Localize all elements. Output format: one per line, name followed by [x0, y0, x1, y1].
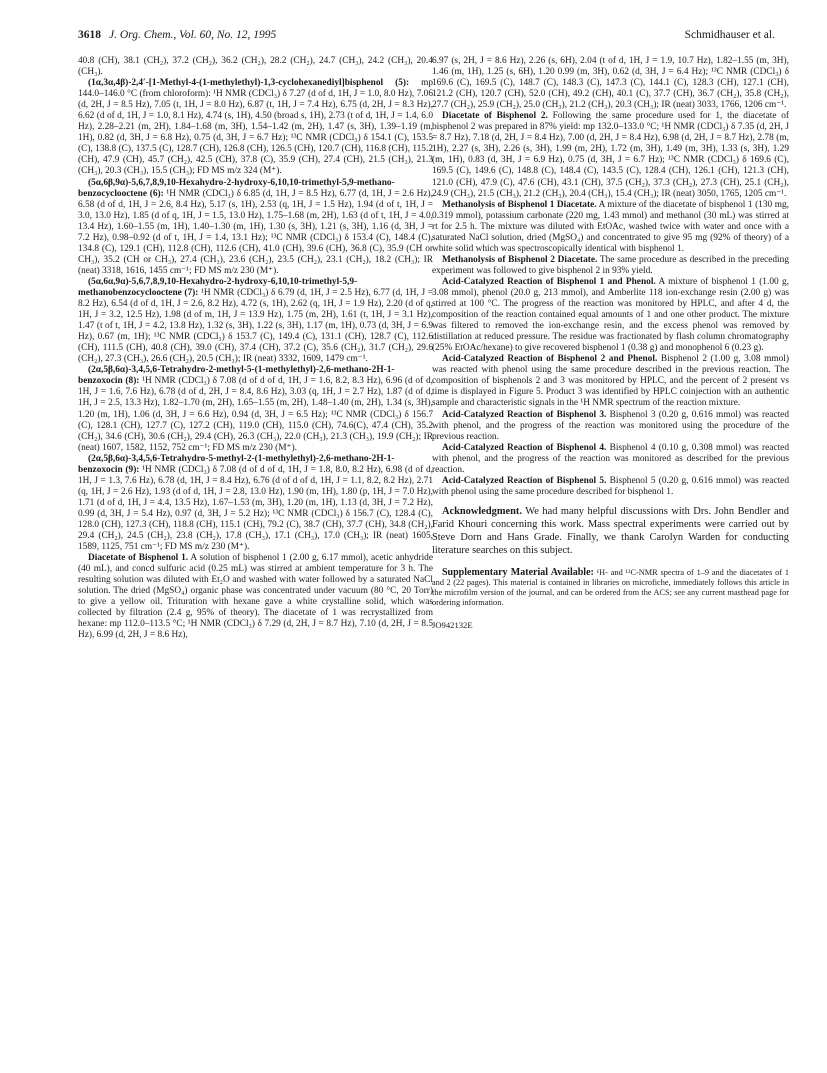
paragraph-title: Acid-Catalyzed Reaction of Bisphenol 1 and Phenol. [442, 276, 656, 287]
paragraph [78, 56, 433, 78]
paragraph [78, 78, 433, 177]
supplementary-material [432, 568, 789, 609]
paragraph [78, 454, 433, 553]
paragraph [432, 111, 789, 199]
supplementary-title: Supplementary Material Available: [442, 566, 594, 578]
paragraph-text: ¹H NMR (CDCl₃) δ 6.85 (d, 1H, J = 8.5 Hz), 6.77 (d, 1H, J = 2.6 Hz), 6.58 (d of d, 1H, J = 2.6, 8.4 Hz), 5.17 (s, 1H), 2.53 (q, 1H, J = 1.5 Hz), 1.94 (d of t, 1H, J = 3.0, 13.0 Hz), 1.85 (d of q, 1H, J = 1.5, 13.0 Hz), 1.75–1.68 (m, 2H), 1.63 (d of t, 1H, J = 4.0, 13.4 Hz), 1.60–1.55 (m, 1H), 1.40–1.30 (m, 1H), 1.30 (s, 3H), 1.21 (s, 3H), 1.16 (d, 3H, J = 7.2 Hz), 0.98–0.92 (d of t, 1H, J = 1.4, 13.1 Hz); ¹³C NMR (CDCl₃) δ 153.4 (C), 148.4 (C), 134.8 (C), 129.1 (CH), 112.8 (CH), 112.6 (CH), 41.0 (CH), 39.6 (CH), 36.8 (C), 35.9 (CH or CH₃), 35.2 (CH or CH₃), 27.4 (CH₃), 23.6 (CH₂), 23.5 (CH₂), 23.1 (CH₂), 18.2 (CH₃); IR (neat) 3318, 1616, 1455 cm⁻¹; FD MS m/z 230 (M⁺). [78, 188, 433, 276]
paragraph-text: ¹H NMR (CDCl₃) δ 7.08 (d of d of d, 1H, J = 1.6, 8.2, 8.3 Hz), 6.96 (d of d, 1H, J = 1.6, 7.6 Hz), 6.78 (d of d, 2H, J = 8.4, 8.6 Hz), 3.03 (q, 1H, J = 2.7 Hz), 1.87 (d of d, 1H, J = 2.5, 13.3 Hz), 1.82–1.70 (m, 2H), 1.65–1.55 (m, 2H), 1.48–1.40 (m, 2H), 1.34 (s, 3H), 1.20 (m, 1H), 1.06 (d, 3H, J = 6.6 Hz), 0.94 (d, 3H, J = 6.5 Hz); ¹³C NMR (CDCl₃) δ 156.7 (C), 128.1 (CH), 127.7 (C), 127.2 (CH), 119.0 (CH), 115.0 (CH), 74.6(C), 47.4 (CH), 35.2 (CH₂), 34.6 (CH), 30.6 (CH₂), 29.4 (CH), 26.3 (CH₃), 22.0 (CH₃), 21.3 (CH₃), 19.9 (CH₂); IR (neat) 1607, 1582, 1152, 752 cm⁻¹; FD MS m/z 230 (M⁺). [78, 376, 433, 453]
paragraph [432, 56, 789, 111]
acknowledgment-title: Acknowledgment. [442, 505, 522, 517]
acknowledgment-text: We had many helpful discussions with Drs. John Bendler and Farid Khouri concerning this work. Mass spectral experiments were carried out by Steve Dorn and Hans Grade. Finally, we thank Carolyn Warden for conducting literature searches on this subject. [432, 505, 789, 556]
paragraph-text: Bisphenol 5 (0.20 g, 0.616 mmol) was reacted with phenol using the same procedure described for bisphenol 1. [432, 475, 790, 497]
paragraph-title: (1α,3α,4β)-2,4′-[1-Methyl-4-(1-methylethyl)-1,3-cyclohexanediyl]bisphenol (5): [88, 78, 410, 89]
paragraph-text: ¹H NMR (CDCl₃) δ 6.79 (d, 1H, J = 2.5 Hz), 6.77 (d, 1H, J = 8.2 Hz), 6.54 (d of d, 1H, J = 2.6, 8.2 Hz), 4.72 (s, 1H), 2.62 (q, 1H, J = 1.9 Hz), 2.20 (d of q, 1H, J = 3.2, 12.5 Hz), 1.98 (d of m, 1H, J = 13.9 Hz), 1.75 (m, 2H), 1.61 (t, 1H, J = 3.1 Hz), 1.47 (t of t, 1H, J = 4.2, 13.8 Hz), 1.32 (s, 3H), 1.22 (s, 3H), 1.17 (m, 1H), 0.73 (d, 3H, J = 6.9 Hz), 0.67 (m, 1H); ¹³C NMR (CDCl₃) δ 153.7 (C), 149.4 (C), 131.1 (CH), 128.7 (C), 112.6 (CH), 111.5 (CH), 40.8 (CH), 39.0 (CH), 37.4 (CH), 37.2 (C), 35.6 (CH₂), 31.7 (CH₂), 29.6 (CH₂), 27.3 (CH₃), 26.6 (CH₂), 20.5 (CH₃); IR (neat) 3332, 1609, 1479 cm⁻¹. [78, 287, 433, 365]
paragraph-title: Acid-Catalyzed Reaction of Bisphenol 3. [442, 409, 607, 420]
paragraph-text: 6.97 (s, 2H, J = 8.6 Hz), 2.26 (s, 6H), 2.04 (t of d, 1H, J = 1.9, 10.7 Hz), 1.82–1.55 (m, 3H), 1.46 (m, 1H), 1.25 (s, 6H), 1.20 0.99 (m, 3H), 0.62 (d, 3H, J = 6.4 Hz); ¹³C NMR (CDCl₃) δ 169.6 (C), 169.5 (C), 148.7 (C), 148.3 (C), 147.3 (C), 144.1 (C), 128.3 (CH), 127.1 (CH), 121.2 (CH), 120.7 (CH), 52.0 (CH), 49.2 (CH), 40.1 (C), 37.7 (CH), 36.7 (CH₂), 35.8 (CH₂), 27.7 (CH₂), 25.9 (CH₂), 25.0 (CH₃), 21.2 (CH₃), 20.3 (CH₃); IR (neat) 3033, 1766, 1206 cm⁻¹. [432, 56, 789, 111]
paragraph-text: A solution of bisphenol 1 (2.00 g, 6.17 mmol), acetic anhydride (40 mL), and concd sulfuric acid (0.25 mL) was stirred at ambient temperature for 3 h. The resulting solution was diluted with Et₂O and washed with water followed by a saturated NaCl solution. The dried (MgSO₄) organic phase was concentrated under vacuum (80 °C, 20 Torr) to give a yellow oil. Trituration with hexane gave a white crystalline solid, which was collected by filtration (2.4 g, 95% of theory). The diacetate of 1 was recrystallized from hexane: mp 112.0–113.5 °C; ¹H NMR (CDCl₃) δ 7.29 (d, 2H, J = 8.7 Hz), 7.10 (d, 2H, J = 8.5 Hz), 6.99 (d, 2H, J = 8.6 Hz), [78, 553, 433, 641]
header-authors: Schmidhauser et al. [684, 29, 775, 41]
paragraph [432, 354, 789, 409]
paragraph [432, 200, 789, 255]
paragraph-title: Methanolysis of Bisphenol 2 Diacetate. [442, 254, 598, 265]
acknowledgment [432, 506, 789, 558]
paragraph-title: Methanolysis of Bisphenol 1 Diacetate. [442, 199, 597, 210]
paragraph [432, 255, 789, 277]
supplementary-text: ¹H- and ¹³C-NMR spectra of 1–9 and the diacetates of 1 and 2 (22 pages). This material is contained in libraries on microfiche, immediately follows this article in the microfilm version of the journal, and can be ordered from the ACS; see any current masthead page for ordering information. [432, 567, 789, 608]
paragraph-title: Acid-Catalyzed Reaction of Bisphenol 2 and Phenol. [442, 354, 658, 365]
paragraph-text: Following the same procedure used for 1, the diacetate of bisphenol 2 was prepared in 87% yield: mp 132.0–133.0 °C; ¹H NMR (CDCl₃) δ 7.35 (d, 2H, J = 8.7 Hz), 7.18 (d, 2H, J = 8.4 Hz), 7.00 (d, 2H, J = 8.4 Hz), 6.98 (d, 2H, J = 8.7 Hz), 2.78 (m, 1H), 2.27 (s, 3H), 2.26 (s, 3H), 1.99 (m, 2H), 1.72 (m, 3H), 1.49 (m, 3H), 1.33 (s, 3H), 1.29 (m, 1H), 0.83 (d, 3H, J = 6.9 Hz), 0.75 (d, 3H, J = 6.7 Hz); ¹³C NMR (CDCl₃) δ 169.6 (C), 169.5 (C), 149.6 (C), 148.8 (C), 148.4 (C), 143.5 (C), 128.4 (CH), 126.1 (CH), 121.3 (CH), 121.0 (CH), 47.9 (C), 47.6 (CH), 43.1 (CH), 37.5 (CH₂), 37.3 (CH₂), 27.3 (CH), 25.1 (CH₂), 24.9 (CH₃), 21.5 (CH₃), 21.2 (CH₃), 20.4 (CH₃), 15.4 (CH₃); IR (neat) 3050, 1765, 1205 cm⁻¹. [432, 111, 789, 199]
right-column [432, 56, 789, 631]
paragraph [78, 277, 433, 365]
paragraph-text: Bisphenol 2 (1.00 g, 3.08 mmol) was reacted with phenol using the same procedure described in the previous reaction. The composition of bisphenols 2 and 3 was monitored by HPLC, and the percent of 2 present vs time is displayed in Figure 5. Product 3 was identified by HPLC coinjection with an authentic sample and characteristic signals in the ¹H NMR spectrum of the reaction mixture. [432, 354, 789, 409]
page-number: 3618 [78, 29, 101, 41]
journal-citation: J. Org. Chem., Vol. 60, No. 12, 1995 [109, 29, 277, 41]
paragraph [432, 410, 789, 443]
paragraph-title: (2α,5β,6α)-3,4,5,6-Tetrahydro-2-methyl-5-(1-methylethyl)-2,6-methano-2H-1-benzoxocin (8): [78, 365, 395, 387]
paragraph [78, 553, 433, 641]
paragraph-text: Bisphenol 3 (0.20 g, 0.616 mmol) was reacted with phenol, and the progress of the reaction was monitored using the procedure of the previous reaction. [432, 409, 790, 442]
paragraph-title: Diacetate of Bisphenol 2. [442, 111, 548, 122]
paragraph [78, 365, 433, 453]
paragraph-title: (2α,5β,6α)-3,4,5,6-Tetrahydro-5-methyl-2-(1-methylethyl)-2,6-methano-2H-1-benzoxocin (9): [78, 453, 395, 475]
left-column [78, 56, 433, 641]
paragraph-title: Acid-Catalyzed Reaction of Bisphenol 5. [442, 475, 607, 486]
paragraph-text: mp 144.0–146.0 °C (from chloroform): ¹H NMR (CDCl₃) δ 7.27 (d of d, 1H, J = 1.0, 8.0 Hz), 7.06 (d, 2H, J = 8.5 Hz), 7.05 (t, 1H, J = 8.0 Hz), 6.87 (t, 1H, J = 7.4 Hz), 6.75 (d, 2H, J = 8.3 Hz), 6.62 (d of d, 1H, J = 1.0, 8.1 Hz), 4.74 (s, 1H), 4.50 (broad s, 1H), 2.73 (t of d, 1H, J = 1.4, 6.0 Hz), 2.28–2.21 (m, 2H), 1.84–1.68 (m, 3H), 1.54–1.42 (m, 2H), 1.47 (s, 3H), 1.39–1.19 (m, 1H), 0.82 (d, 3H, J = 6.8 Hz), 0.75 (d, 3H, J = 6.7 Hz); ¹³C NMR (CDCl₃) δ 154.1 (C), 153.5 (C), 138.8 (C), 137.5 (C), 128.7 (CH), 126.8 (CH), 126.5 (CH), 120.7 (CH), 116.8 (CH), 115.2 (CH), 47.9 (CH), 45.7 (CH₂), 42.5 (CH), 37.8 (C), 35.9 (CH), 27.4 (CH), 21.5 (CH₃), 21.3 (CH₃), 20.3 (CH₃), 15.5 (CH₃); FD MS m/z 324 (M⁺). [78, 78, 434, 177]
paragraph [432, 277, 789, 354]
paragraph-text: A mixture of the diacetate of bisphenol 1 (130 mg, 0.319 mmol), potassium carbonate (220 mg, 1.43 mmol) and methanol (30 mL) was stirred at rt for 2.5 h. The mixture was diluted with EtOAc, washed twice with water and once with a saturated NaCl solution, dried (MgSO₄) and concentrated to give 95 mg (92% of theory) of a white solid which was spectroscopically identical with bisphenol 1. [432, 199, 789, 254]
paragraph [432, 443, 789, 476]
document-code: JO942132E [432, 620, 473, 631]
paragraph [432, 476, 789, 498]
paragraph-text: The same procedure as described in the preceding experiment was followed to give bisphenol 2 in 93% yield. [432, 254, 789, 276]
paragraph-title: Diacetate of Bisphenol 1. [88, 553, 189, 564]
paragraph-text: A mixture of bisphenol 1 (1.00 g, 3.08 mmol), phenol (20.0 g, 213 mmol), and Amberlite 118 ion-exchange resin (2.00 g) was stirred at 100 °C. The progress of the reaction was monitored by HPLC, and after 4 d, the composition of the reaction contained equal amounts of 1 and one other product. The mixture was filtered to removed the ion-exchange resin, and the excess phenol was removed by distillation at reduced pressure. The residue was fractionated by flash column chromatography (25% EtOAc/hexane) to give recovered bisphenol 1 (0.38 g) and monophenol 6 (0.23 g). [432, 276, 789, 354]
paragraph-title: (5α,6α,9α)-5,6,7,8,9,10-Hexahydro-2-hydroxy-6,10,10-trimethyl-5,9-methanobenzocyclooctene (7): [78, 276, 358, 298]
header-left [78, 29, 276, 41]
page-header [78, 29, 775, 45]
paragraph-text: ¹H NMR (CDCl₃) δ 7.08 (d of d of d, 1H, J = 1.8, 8.0, 8.2 Hz), 6.98 (d of d, 1H, J = 1.3, 7.6 Hz), 6.78 (d, 1H, J = 8.4 Hz), 6.76 (d of d of d, 1H, J = 1.1, 8.2, 8.2 Hz), 2.71 (q, 1H, J = 2.6 Hz), 1.93 (d of d, 1H, J = 2.8, 13.0 Hz), 1.90 (m, 1H), 1.80 (p, 1H, J = 7.0 Hz), 1.71 (d of d, 1H, J = 4.4, 13.5 Hz), 1.67–1.53 (m, 3H), 1.20 (m, 1H), 1.13 (d, 3H, J = 7.2 Hz), 0.99 (d, 3H, J = 5.4 Hz), 0.97 (d, 3H, J = 5.2 Hz); ¹³C NMR (CDCl₃) δ 156.7 (C), 128.4 (C), 128.0 (CH), 127.3 (CH), 118.8 (CH), 115.1 (CH), 79.2 (C), 38.7 (CH), 37.7 (CH), 34.8 (CH₂), 29.4 (CH₂), 24.5 (CH₂), 23.8 (CH₂), 17.8 (CH₃), 17.1 (CH₃), 17.0 (CH₃); IR (neat) 1605, 1589, 1125, 751 cm⁻¹; FD MS m/z 230 (M⁺). [78, 464, 433, 553]
paragraph-text: 40.8 (CH), 38.1 (CH₂), 37.2 (CH₂), 36.2 (CH₂), 28.2 (CH₂), 24.7 (CH₃), 24.2 (CH₃), 20.4 (CH₃). [78, 56, 433, 78]
paragraph-text: Bisphenol 4 (0.10 g, 0.308 mmol) was reacted with phenol, and the progress of the reaction was monitored as described for the previous reaction. [432, 442, 790, 475]
paragraph-title: (5α,6β,9α)-5,6,7,8,9,10-Hexahydro-2-hydroxy-6,10,10-trimethyl-5,9-methano-benzocyclooctene (6): [78, 177, 395, 199]
paragraph-title: Acid-Catalyzed Reaction of Bisphenol 4. [442, 442, 607, 453]
right-column-paragraphs [432, 56, 789, 498]
paragraph [78, 178, 433, 277]
